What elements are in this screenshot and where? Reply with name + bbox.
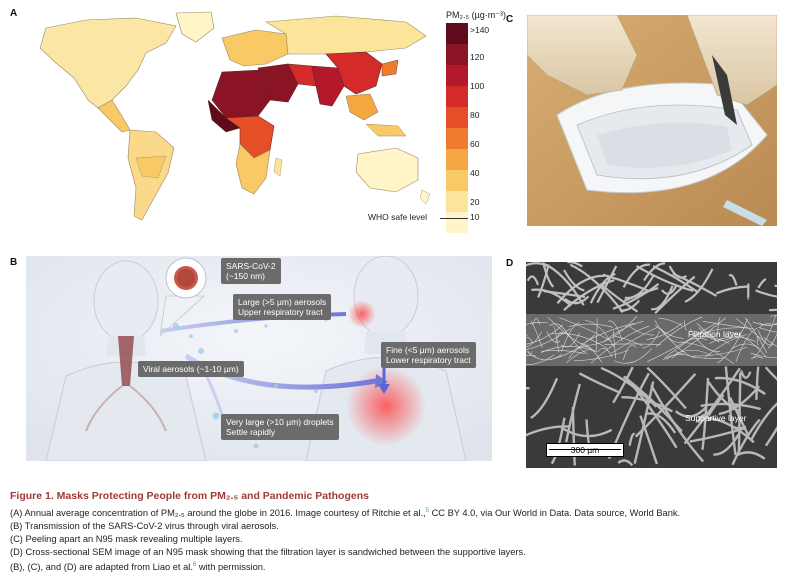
reference-link-5[interactable]: 5 — [425, 508, 429, 514]
legend-title: PM₂.₅ (µg·m⁻³) — [446, 10, 507, 20]
legend-tick-80: 80 — [470, 110, 480, 120]
fine-aerosol-callout — [381, 342, 476, 368]
australia-shape — [356, 148, 418, 192]
filtration-layer-label: Filtration layer — [688, 329, 742, 339]
legend-color-step — [446, 65, 468, 86]
caption-line-c: (C) Peeling apart an N95 mask revealing multiple layers. — [10, 534, 243, 545]
north-asia-shape — [266, 16, 426, 54]
legend-tick-60: 60 — [470, 139, 480, 149]
caption-a-text: (A) Annual average concentration of PM₂.₅ around the globe in 2016. Image courtesy of Ritchie et al., — [10, 508, 426, 519]
greenland-shape — [176, 12, 214, 42]
pm25-world-map-panel — [26, 8, 507, 236]
virus-size-text: (~150 nm) — [226, 271, 265, 281]
caption-line-credit — [10, 559, 795, 574]
legend-tick-120: 120 — [470, 52, 485, 62]
viral-aerosol-callout — [138, 361, 244, 377]
panel-label-c: C — [506, 14, 514, 25]
world-map — [26, 8, 436, 236]
legend-color-step — [446, 149, 468, 170]
legend-color-step — [446, 23, 468, 44]
supportive-layer-label: Supportive layer — [685, 413, 747, 423]
southeast-asia-shape — [346, 94, 378, 120]
legend-color-step — [446, 44, 468, 65]
legend-color-step — [446, 170, 468, 191]
caption-a-source: CC BY 4.0, via Our World in Data. Data source, World Bank. — [428, 508, 681, 519]
panel-label-a: A — [10, 8, 18, 19]
legend-tick-40: 40 — [470, 168, 480, 178]
mask-photo-illustration — [527, 15, 777, 226]
caption-line-b: (B) Transmission of the SARS-CoV-2 virus through viral aerosols. — [10, 521, 279, 532]
legend-tick-100: 100 — [470, 81, 485, 91]
legend-color-step — [446, 107, 468, 128]
north-america-shape — [40, 18, 176, 108]
sem-cross-section-image — [526, 262, 777, 468]
large-aerosol-size-text: Large (>5 µm) aerosols — [238, 297, 327, 307]
reference-link-6[interactable]: 6 — [192, 562, 197, 569]
large-droplet-callout — [221, 414, 339, 440]
pm25-color-legend — [368, 8, 526, 236]
virus-size-callout — [221, 258, 281, 284]
africa-north-shape — [212, 70, 270, 118]
who-level-marker — [440, 218, 468, 219]
legend-tick-140: >140 — [470, 25, 490, 35]
legend-colorbar — [446, 23, 472, 233]
aerosol-transmission-illustration — [26, 256, 492, 461]
panel-label-d: D — [506, 258, 514, 269]
who-safe-level-label: WHO safe level — [368, 212, 428, 222]
caption-credit-text: (B), (C), and (D) are adapted from Liao et al. — [10, 562, 193, 573]
caption-title: Figure 1. Masks Protecting People from PM₂.₅ and Pandemic Pathogens — [10, 490, 369, 502]
scale-bar — [546, 443, 624, 457]
scale-bar-text: 300 µm — [570, 445, 600, 455]
legend-color-step — [446, 128, 468, 149]
figure-caption — [10, 490, 795, 574]
n95-mask-peeling-photo — [527, 15, 777, 226]
large-droplet-behavior-text: Settle rapidly — [226, 427, 276, 437]
legend-tick-10: 10 — [470, 212, 480, 222]
fine-aerosol-size-text: Fine (<5 µm) aerosols — [386, 345, 470, 355]
large-droplet-size-text: Very large (>10 µm) droplets — [226, 417, 334, 427]
panel-label-b: B — [10, 257, 18, 268]
legend-tick-20: 20 — [470, 197, 480, 207]
legend-color-step — [446, 212, 468, 233]
caption-line-a — [10, 505, 795, 520]
legend-color-step — [446, 86, 468, 107]
virus-name-text: SARS-CoV-2 — [226, 261, 276, 271]
viral-aerosol-text: Viral aerosols (~1-10 µm) — [143, 364, 239, 374]
caption-credit-suffix: with permission. — [196, 562, 266, 573]
large-aerosol-target-text: Upper respiratory tract — [238, 307, 323, 317]
europe-shape — [222, 30, 288, 66]
caption-line-d: (D) Cross-sectional SEM image of an N95 mask showing that the filtration layer is sandwiched between the supportive layers. — [10, 547, 526, 558]
legend-color-step — [446, 191, 468, 212]
large-aerosol-callout — [233, 294, 331, 320]
fine-aerosol-target-text: Lower respiratory tract — [386, 355, 471, 365]
sem-fiber-texture — [526, 262, 777, 468]
